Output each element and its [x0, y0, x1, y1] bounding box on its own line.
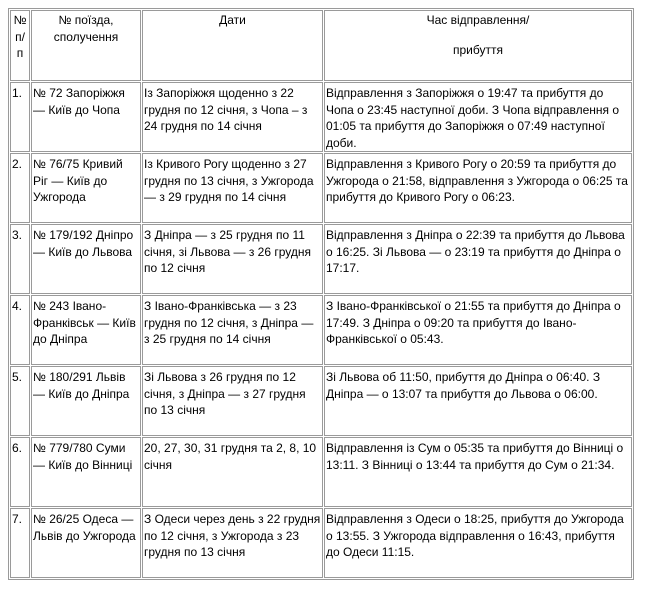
table-row	[10, 508, 632, 578]
row-time: Відправлення з Запоріжжя о 19:47 та прибуття до Чопа о 23:45 наступної доби. З Чопа відправлення о 01:05 та прибуття до Запоріжжя о 07:49 наступної доби.	[324, 82, 632, 152]
table-row	[10, 82, 632, 152]
row-time: Відправлення з Кривого Рогу о 20:59 та прибуття до Ужгорода о 21:58, відправлення з Ужгорода о 06:25 та прибуття до Кривого Рогу о 06:23.	[324, 153, 632, 223]
row-num: 5.	[10, 366, 30, 436]
table-row	[10, 366, 632, 436]
row-train: № 779/780 Суми — Київ до Вінниці	[31, 437, 141, 507]
row-dates: Із Запоріжжя щоденно з 22 грудня по 12 січня, з Чопа – з 24 грудня по 14 січня	[142, 82, 323, 152]
header-time-line1: Час відправлення/	[426, 13, 530, 27]
row-dates: Зі Львова з 26 грудня по 12 січня, з Дніпра — з 27 грудня по 13 січня	[142, 366, 323, 436]
row-dates: З Івано-Франківська — з 23 грудня по 12 січня, з Дніпра — з 25 грудня по 14 січня	[142, 295, 323, 365]
row-time: З Івано-Франківської о 21:55 та прибуття до Дніпра о 17:49. З Дніпра о 09:20 та прибуття до Івано-Франківської о 05:43.	[324, 295, 632, 365]
row-train: № 26/25 Одеса — Львів до Ужгорода	[31, 508, 141, 578]
row-train: № 243 Івано-Франківськ — Київ до Дніпра	[31, 295, 141, 365]
row-time: Відправлення з Дніпра о 22:39 та прибуття до Львова о 16:25. Зі Львова — о 23:19 та прибуття до Дніпра о 17:17.	[324, 224, 632, 294]
header-time-line2: прибуття	[453, 42, 503, 57]
row-num: 3.	[10, 224, 30, 294]
table-row	[10, 224, 632, 294]
row-num: 7.	[10, 508, 30, 578]
row-dates: 20, 27, 30, 31 грудня та 2, 8, 10 січня	[142, 437, 323, 507]
row-num: 6.	[10, 437, 30, 507]
row-num: 1.	[10, 82, 30, 152]
train-schedule-table	[8, 8, 634, 580]
row-num: 2.	[10, 153, 30, 223]
row-time: Відправлення із Сум о 05:35 та прибуття до Вінниці о 13:11. З Вінниці о 13:44 та прибуття до Сум о 21:34.	[324, 437, 632, 507]
row-train: № 180/291 Львів — Київ до Дніпра	[31, 366, 141, 436]
row-dates: З Одеси через день з 22 грудня по 12 січня, з Ужгорода з 23 грудня по 13 січня	[142, 508, 323, 578]
row-time: Зі Львова об 11:50, прибуття до Дніпра о 06:40. З Дніпра — о 13:07 та прибуття до Львова о 06:00.	[324, 366, 632, 436]
table-row	[10, 437, 632, 507]
row-train: № 76/75 Кривий Ріг — Київ до Ужгорода	[31, 153, 141, 223]
row-time: Відправлення з Одеси о 18:25, прибуття до Ужгорода о 13:55. З Ужгорода відправлення о 16:43, прибуття до Одеси 11:15.	[324, 508, 632, 578]
table-header-row	[10, 10, 632, 81]
row-train: № 72 Запоріжжя — Київ до Чопа	[31, 82, 141, 152]
header-train: № поїзда, сполучення	[31, 10, 141, 81]
row-dates: З Дніпра — з 25 грудня по 11 січня, зі Львова — з 26 грудня по 12 січня	[142, 224, 323, 294]
row-num: 4.	[10, 295, 30, 365]
header-time	[324, 10, 632, 81]
row-dates: Із Кривого Рогу щоденно з 27 грудня по 13 січня, з Ужгорода — з 29 грудня по 14 січня	[142, 153, 323, 223]
header-num: № п/п	[10, 10, 30, 81]
row-train: № 179/192 Дніпро — Київ до Львова	[31, 224, 141, 294]
header-dates: Дати	[142, 10, 323, 81]
table-row	[10, 295, 632, 365]
table-row	[10, 153, 632, 223]
